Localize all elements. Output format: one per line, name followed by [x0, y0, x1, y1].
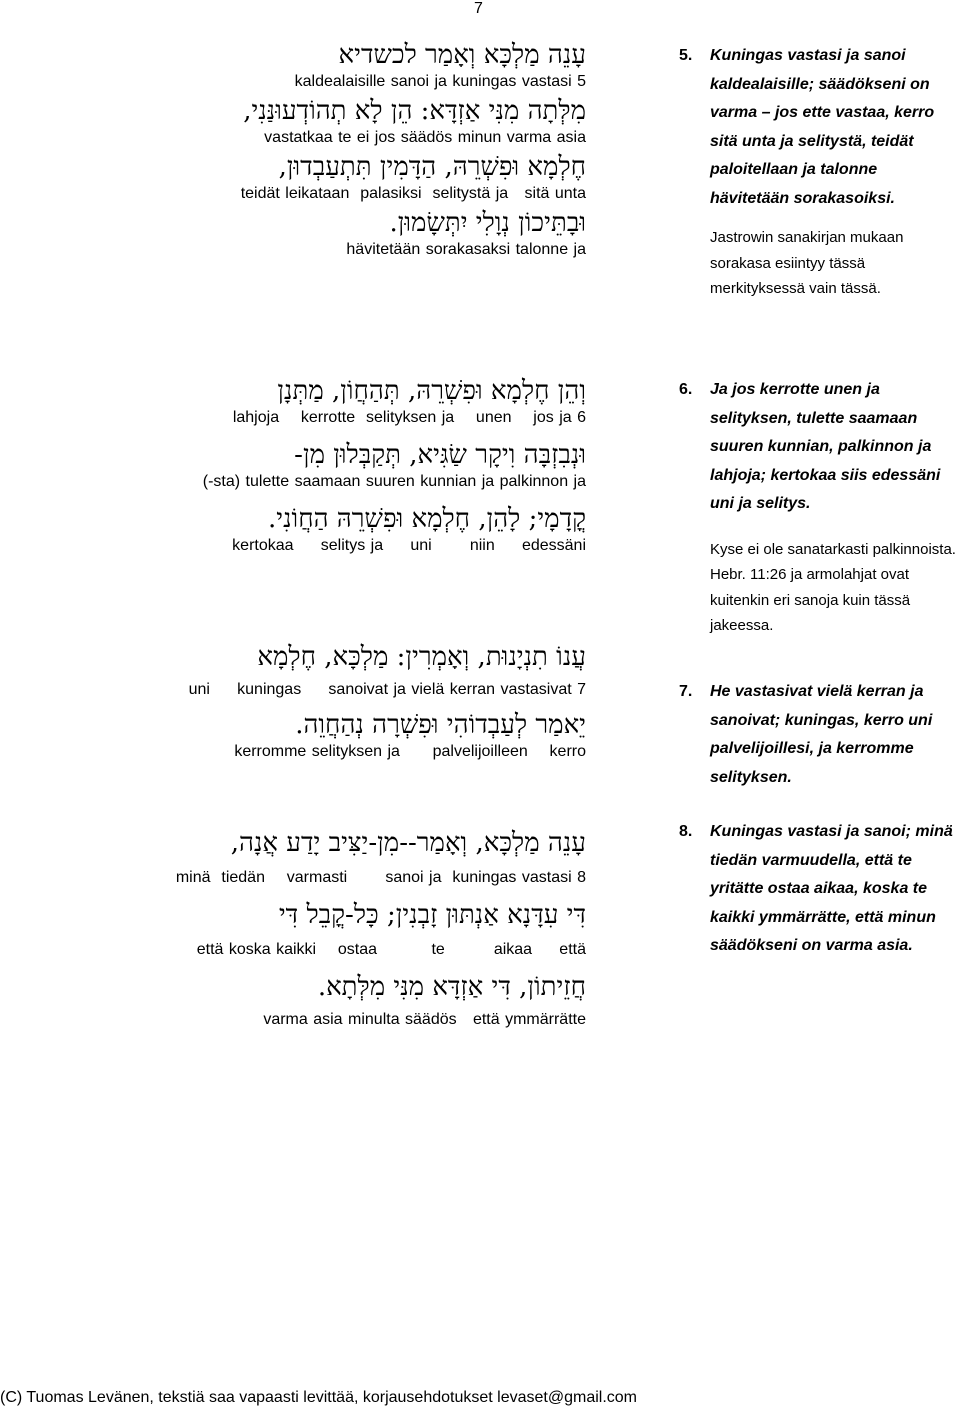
verse-5-translation	[679, 42, 959, 302]
verse-number: 6.	[679, 381, 693, 398]
verse-text: He vastasivat vielä kerran ja sanoivat; kuningas, kerro uni palvelijoillesi, ja kerromme selityksen.	[710, 683, 933, 786]
hebrew-line: חֶלְמָא וּפִשְׁרֵהּ, הַדָּמִין תִּתְעַבְדוּן,	[278, 152, 586, 182]
translation-line: teidät leikataan palasiksi selitystä ja sitä unta	[240, 185, 586, 202]
hebrew-line: עָנֵה מַלְכָּא וְאָמַר לכשדיא	[338, 40, 586, 70]
verse-number: 7.	[679, 683, 693, 700]
verse-6-translation	[679, 376, 959, 639]
translation-line: lahjoja kerrotte selityksen ja unen jos ja 6	[232, 409, 586, 426]
verse-7-translation	[679, 678, 959, 792]
translation-line: hävitetään sorakasaksi talonne ja	[346, 241, 586, 258]
hebrew-line: מִלְּתָה מִנִּי אַזְדָּא: הֵן לָא תְהוֹדְעוּנַּנִי,	[243, 96, 586, 126]
verse-note: Jastrowin sanakirjan mukaan sorakasa esiintyy tässä merkityksessä vain tässä.	[710, 229, 904, 297]
verse-number: 5.	[679, 47, 693, 64]
translation-line: kaldealaisille sanoi ja kuningas vastasi 5	[294, 73, 586, 90]
interlinear-verse-6	[90, 374, 586, 558]
translation-line: varma asia minulta säädös että ymmärrätte	[263, 1011, 586, 1028]
hebrew-line: עָנֵה מַלְכָּא, וְאָמַר--מִן-יַצִּיב יָדַע אֲנָה,	[230, 828, 586, 858]
verse-text: Kuningas vastasi ja sanoi; minä tiedän varmuudella, että te yritätte ostaa aikaa, koska te kaikki ymmärrätte, että minun säädökseni on varma asia.	[710, 823, 953, 954]
copyright-footer: (C) Tuomas Levänen, tekstiä saa vapaasti levittää, korjausehdotukset levaset@gmail.com	[0, 1389, 637, 1406]
verse-text: Ja jos kerrotte unen ja selityksen, tulette saamaan suuren kunnian, palkinnon ja lahjoja; kertokaa siis edessäni uni ja selitys.	[710, 381, 941, 512]
verse-8-translation	[679, 818, 959, 961]
hebrew-line: דִּי עִדָּנָא אַנְתּוּן זָבְנִין; כָּל-קֳבֵל דִּי	[278, 900, 586, 930]
interlinear-verse-5	[90, 38, 586, 262]
verse-text: Kuningas vastasi ja sanoi kaldealaisille; säädökseni on varma – jos ette vastaa, kerro sitä unta ja selitystä, teidät paloitellaan ja talonne hävitetään sorakasoiksi.	[710, 47, 935, 207]
hebrew-line: וְהֵן חֶלְמָא וּפִשְׁרֵהּ, תְּהַחֲוֹן, מַתְּנָן	[277, 376, 586, 406]
hebrew-line: קֳדָמָי; לָהֵן, חֶלְמָא וּפִשְׁרֵהּ הַחֲוֹנִי.	[268, 504, 586, 534]
interlinear-verse-7	[90, 640, 586, 764]
translation-line: että koska kaikki ostaa te aikaa että	[196, 941, 586, 958]
page-number: 7	[474, 0, 483, 17]
hebrew-line: חֲזֵיתוֹן, דִּי אַזְדָּא מִנִּי מִלְּתָא.	[317, 972, 586, 1002]
hebrew-line: עֲנוֹ תִנְיָנוּת, וְאָמְרִין: מַלְכָּא, חֶלְמָא	[257, 642, 586, 672]
hebrew-line: יֵאמַר לְעַבְדוֹהִי וּפִשְׁרָה נְהַחֲוֵה.	[295, 710, 586, 740]
interlinear-verse-8	[90, 826, 586, 1032]
translation-line: kertokaa selitys ja uni niin edessäni	[232, 537, 586, 554]
verse-number: 8.	[679, 823, 693, 840]
hebrew-line: וּנְבִזְבָּה וִיקָר שַׂגִּיא, תְּקַבְּלוּן מִן-	[294, 440, 586, 470]
translation-line: (-sta) tulette saamaan suuren kunnian ja palkinnon ja	[202, 473, 586, 490]
verse-note: Kyse ei ole sanatarkasti palkinnoista. Hebr. 11:26 ja armolahjat ovat kuitenkin eri sanoja kuin tässä jakeessa.	[710, 540, 956, 634]
translation-line: vastatkaa te ei jos säädös minun varma asia	[264, 129, 586, 146]
translation-line: minä tiedän varmasti sanoi ja kuningas vastasi 8	[175, 869, 586, 886]
translation-line: kerromme selityksen ja palvelijoilleen kerro	[234, 743, 586, 760]
hebrew-line: וּבָתֵּיכוֹן נְוָלִי יִתְּשָׂמוּן.	[389, 208, 586, 238]
translation-line: uni kuningas sanoivat ja vielä kerran vastasivat 7	[188, 681, 586, 698]
